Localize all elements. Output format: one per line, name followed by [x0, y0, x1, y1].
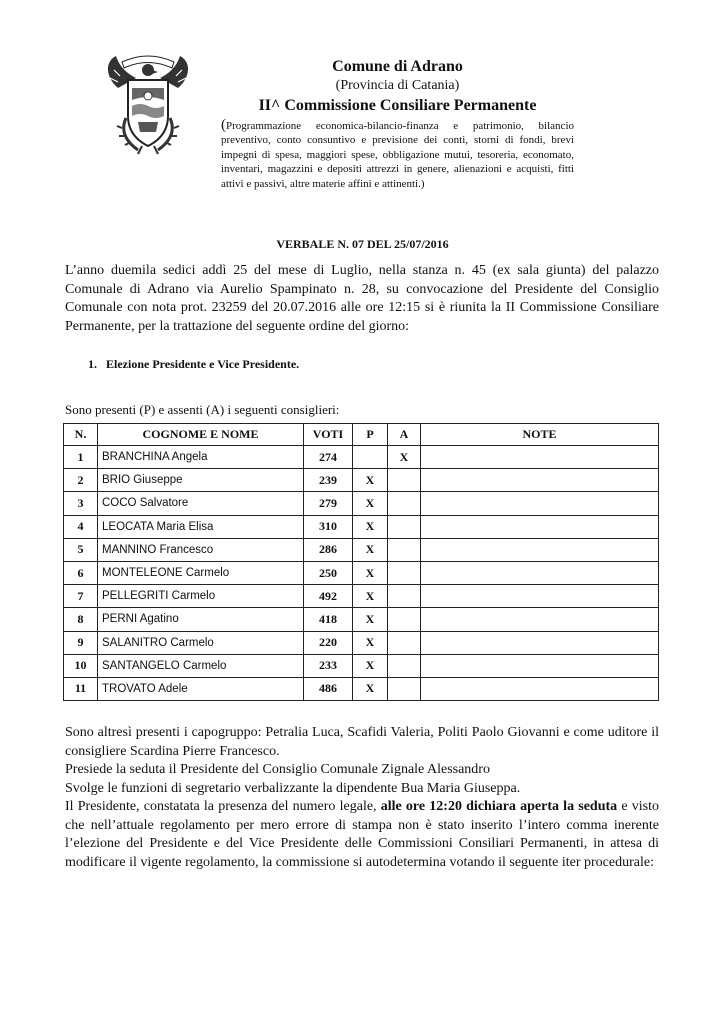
body-text	[65, 724, 659, 872]
cell-a	[388, 492, 421, 515]
cell-n: 10	[64, 654, 98, 677]
attendance-table	[63, 423, 659, 701]
description-text: Programmazione economica-bilancio-finanza e patrimonio, bilancio preventivo, conto consuntivo e previsione dei conti, storni di fondi, brevi impegni di spesa, maggiori spese, obbligazione mutui, tesoreria, economato, inventari, magazzini e depositi attrezzi in genere, alienazioni e acquisti, fitti attivi e passivi, altre materie affini e attinenti.)	[221, 120, 574, 190]
cell-note	[421, 608, 659, 631]
verbale-title: VERBALE N. 07 DEL 25/07/2016	[276, 237, 449, 251]
seduta-aperta-bold: alle ore 12:20 dichiara aperta la seduta	[380, 799, 618, 814]
cell-a: X	[388, 446, 421, 469]
cell-voti: 239	[304, 469, 353, 492]
cell-p: X	[353, 515, 388, 538]
cell-n: 5	[64, 538, 98, 561]
cell-p: X	[353, 492, 388, 515]
cell-name: MANNINO Francesco	[98, 538, 304, 561]
cell-a	[388, 631, 421, 654]
cell-voti: 310	[304, 515, 353, 538]
table-row	[64, 608, 659, 631]
presidente-text-post: e visto che nell’attuale regolamento per mero errore di stampa non è stato inserito l’intero comma inerente l’elezione del Presidente e del Vice Presidente delle Commissioni Consiliari Permanenti, in attesa di modificare il vigente regolamento, la commissione si autodetermina votando il seguente iter procedurale:	[65, 799, 659, 870]
cell-name: SALANITRO Carmelo	[98, 631, 304, 654]
cell-p: X	[353, 631, 388, 654]
attendance-header-row	[64, 424, 659, 446]
cell-name: PELLEGRITI Carmelo	[98, 585, 304, 608]
table-row	[64, 677, 659, 700]
cell-a	[388, 561, 421, 584]
cell-a	[388, 585, 421, 608]
cell-p: X	[353, 585, 388, 608]
cell-a	[388, 538, 421, 561]
cell-voti: 274	[304, 446, 353, 469]
cell-name: MONTELEONE Carmelo	[98, 561, 304, 584]
cell-a	[388, 677, 421, 700]
cell-n: 9	[64, 631, 98, 654]
cell-n: 3	[64, 492, 98, 515]
table-row	[64, 538, 659, 561]
cell-voti: 220	[304, 631, 353, 654]
cell-note	[421, 515, 659, 538]
table-row	[64, 515, 659, 538]
municipal-crest-logo	[98, 48, 198, 158]
document-header	[221, 57, 574, 191]
agenda-item-number: 1.	[88, 357, 97, 371]
presidente-paragraph	[65, 798, 659, 872]
cell-a	[388, 469, 421, 492]
cell-note	[421, 561, 659, 584]
cell-p: X	[353, 538, 388, 561]
cell-note	[421, 469, 659, 492]
presiede-line: Presiede la seduta il Presidente del Consiglio Comunale Zignale Alessandro	[65, 762, 490, 777]
cell-p: X	[353, 561, 388, 584]
cell-voti: 233	[304, 654, 353, 677]
cell-name: BRIO Giuseppe	[98, 469, 304, 492]
intro-paragraph: L’anno duemila sedici addì 25 del mese di Luglio, nella stanza n. 45 (ex sala giunta) del palazzo Comunale di Adrano via Aurelio Spampinato n. 28, su convocazione del Presidente del Consiglio Comunale con nota prot. 23259 del 20.07.2016 alle ore 12:15 si è riunita la II Commissione Consiliare Permanente, per la trattazione del seguente ordine del giorno:	[65, 263, 659, 334]
commission-description	[221, 118, 574, 191]
cell-voti: 250	[304, 561, 353, 584]
table-row	[64, 654, 659, 677]
cell-a	[388, 515, 421, 538]
cell-note	[421, 654, 659, 677]
attendance-label: Sono presenti (P) e assenti (A) i seguenti consiglieri:	[65, 402, 340, 417]
cell-n: 6	[64, 561, 98, 584]
cell-name: PERNI Agatino	[98, 608, 304, 631]
cell-n: 7	[64, 585, 98, 608]
cell-n: 2	[64, 469, 98, 492]
cell-p: X	[353, 469, 388, 492]
cell-name: SANTANGELO Carmelo	[98, 654, 304, 677]
table-row	[64, 631, 659, 654]
header-n: N.	[64, 424, 98, 446]
cell-p	[353, 446, 388, 469]
header-voti: VOTI	[304, 424, 353, 446]
cell-p: X	[353, 654, 388, 677]
cell-a	[388, 608, 421, 631]
municipality-title: Comune di Adrano	[332, 58, 463, 75]
cell-name: BRANCHINA Angela	[98, 446, 304, 469]
cell-name: COCO Salvatore	[98, 492, 304, 515]
header-p: P	[353, 424, 388, 446]
cell-voti: 286	[304, 538, 353, 561]
cell-n: 4	[64, 515, 98, 538]
table-row	[64, 446, 659, 469]
cell-note	[421, 492, 659, 515]
commission-title: II^ Commissione Consiliare Permanente	[258, 97, 537, 114]
table-row	[64, 492, 659, 515]
province-subtitle: (Provincia di Catania)	[335, 78, 460, 93]
segretario-line: Svolge le funzioni di segretario verbalizzante la dipendente Bua Maria Giuseppa.	[65, 780, 521, 796]
agenda-item-text: Elezione Presidente e Vice Presidente.	[106, 357, 300, 371]
cell-note	[421, 446, 659, 469]
cell-p: X	[353, 677, 388, 700]
cell-voti: 279	[304, 492, 353, 515]
table-row	[64, 469, 659, 492]
cell-voti: 492	[304, 585, 353, 608]
cell-voti: 486	[304, 677, 353, 700]
cell-a	[388, 654, 421, 677]
presidente-text-pre: Il Presidente, constatata la presenza del numero legale,	[65, 799, 381, 814]
capigruppo-paragraph: Sono altresì presenti i capogruppo: Petralia Luca, Scafidi Valeria, Politi Paolo Giovanni e come uditore il consigliere Scardina Pierre Francesco.	[65, 725, 659, 759]
table-row	[64, 561, 659, 584]
header-note: NOTE	[421, 424, 659, 446]
agenda-item	[88, 357, 299, 372]
cell-voti: 418	[304, 608, 353, 631]
cell-p: X	[353, 608, 388, 631]
description-open-paren: (	[221, 117, 226, 133]
cell-note	[421, 538, 659, 561]
cell-n: 11	[64, 677, 98, 700]
cell-n: 8	[64, 608, 98, 631]
cell-note	[421, 677, 659, 700]
attendance-body	[64, 446, 659, 701]
cell-n: 1	[64, 446, 98, 469]
header-a: A	[388, 424, 421, 446]
table-row	[64, 585, 659, 608]
cell-name: TROVATO Adele	[98, 677, 304, 700]
cell-note	[421, 585, 659, 608]
cell-note	[421, 631, 659, 654]
cell-name: LEOCATA Maria Elisa	[98, 515, 304, 538]
header-name: COGNOME E NOME	[98, 424, 304, 446]
